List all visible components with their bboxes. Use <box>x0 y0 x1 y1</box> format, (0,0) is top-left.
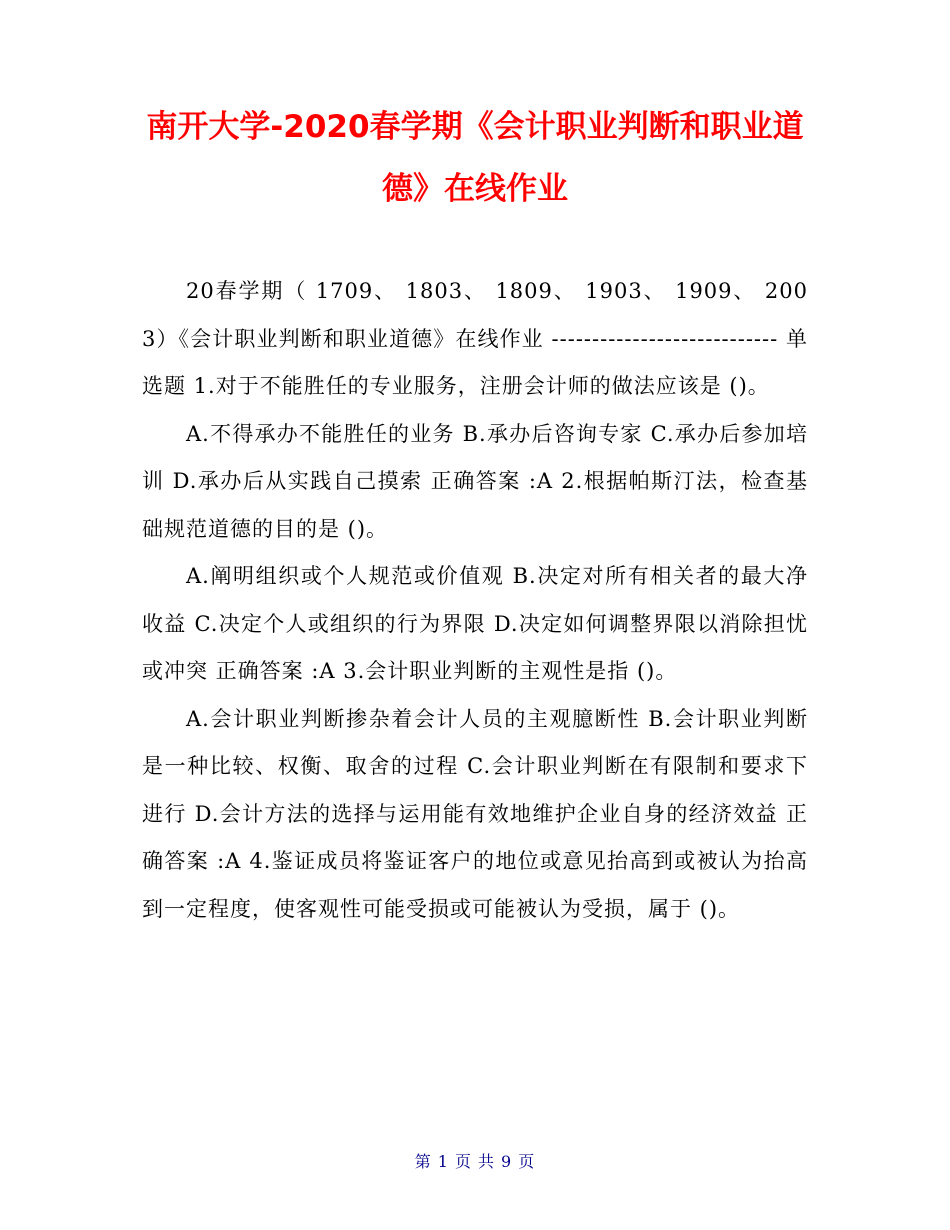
document-body <box>142 268 808 933</box>
footer-page-number: 1 <box>437 1152 449 1171</box>
footer-middle: 页 共 <box>454 1152 496 1171</box>
footer-suffix: 页 <box>518 1152 536 1171</box>
paragraph-3: A.阐明组织或个人规范或价值观 B.决定对所有相关者的最大净收益 C.决定个人或组织的行为界限 D.决定如何调整界限以消除担忧或冲突 正确答案 :A 3.会计职业判断的主观性是指 ()。 <box>142 564 808 683</box>
paragraph-1: 20春学期（ 1709、 1803、 1809、 1903、 1909、 2003）《会计职业判断和职业道德》在线作业 ---------------------------- 单选题 1.对于不能胜任的专业服务，注册会计师的做法应该是 ()。 <box>142 279 808 398</box>
footer-total-pages: 9 <box>501 1152 513 1171</box>
page-footer <box>0 1150 950 1174</box>
paragraph-2: A.不得承办不能胜任的业务 B.承办后咨询专家 C.承办后参加培训 D.承办后从实践自己摸索 正确答案 :A 2.根据帕斯汀法，检查基础规范道德的目的是 ()。 <box>142 421 808 541</box>
document-title: 南开大学-2020春学期《会计职业判断和职业道德》在线作业 <box>146 109 804 207</box>
footer-prefix: 第 <box>414 1152 432 1171</box>
paragraph-4: A.会计职业判断掺杂着会计人员的主观臆断性 B.会计职业判断是一种比较、权衡、取舍的过程 C.会计职业判断在有限制和要求下进行 D.会计方法的选择与运用能有效地维护企业自身的经济效益 正确答案 :A 4.鉴证成员将鉴证客户的地位或意见抬高到或被认为抬高到一定程度，使客观性可能受损或可能被认为受损，属于 ()。 <box>142 706 808 921</box>
